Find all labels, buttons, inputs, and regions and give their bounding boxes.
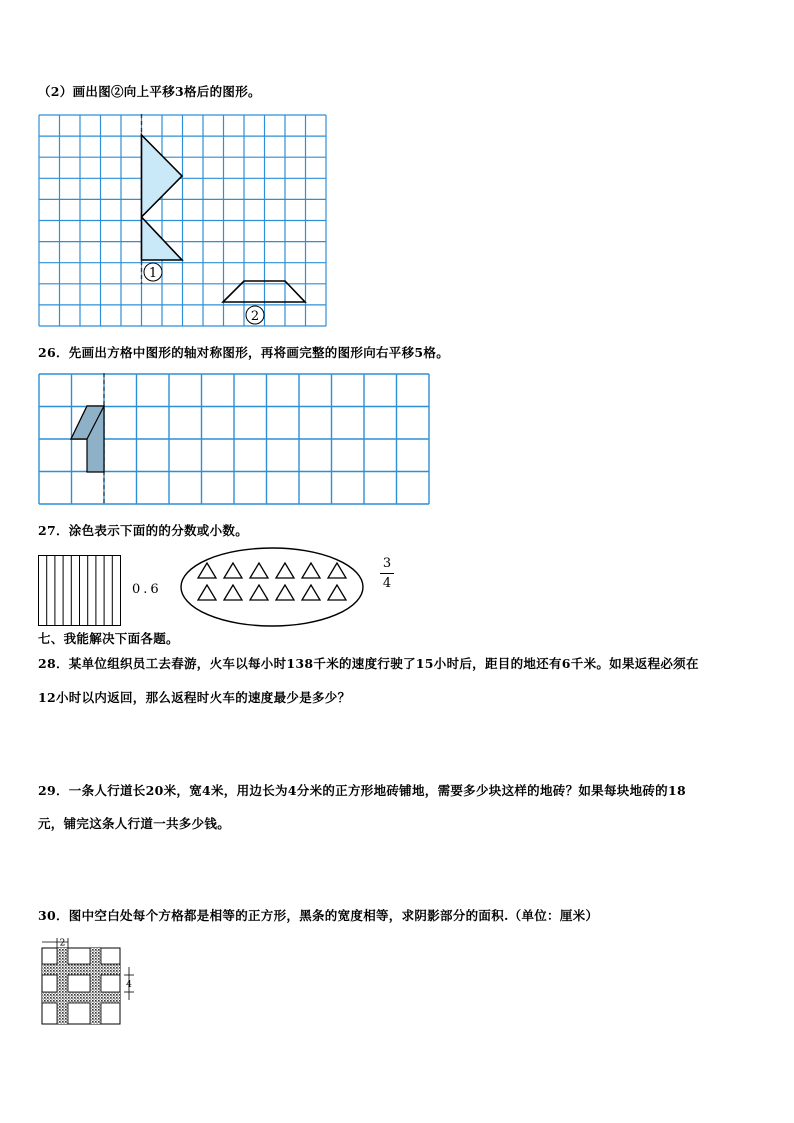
triangle — [276, 563, 294, 578]
triangle — [328, 585, 346, 600]
fraction-bar — [380, 573, 394, 574]
q27-fraction — [380, 556, 394, 591]
q25-part2-text: （2）画出图②向上平移3格后的图形。 — [38, 84, 261, 99]
q27-decimal: 0.6 — [132, 582, 162, 597]
q26-text: 26．先画出方格中图形的轴对称图形，再将画完整的图形向右平移5格。 — [38, 345, 449, 360]
q28-line2: 12小时以内返回，那么返程时火车的速度最少是多少？ — [38, 690, 351, 705]
q26-grid — [38, 373, 432, 507]
section7-title: 七、我能解决下面各题。 — [38, 631, 179, 646]
label-1: 1 — [148, 266, 158, 281]
fraction-denominator: 4 — [382, 576, 392, 591]
q27-ellipse — [178, 545, 368, 629]
triangle — [198, 585, 216, 600]
triangle — [250, 563, 268, 578]
q30-text: 30．图中空白处每个方格都是相等的正方形，黑条的宽度相等，求阴影部分的面积.（单位：厘米） — [38, 908, 599, 923]
triangle — [276, 585, 294, 600]
triangle — [302, 563, 320, 578]
dim-right: 4 — [126, 980, 132, 990]
triangle — [250, 585, 268, 600]
triangle — [224, 563, 242, 578]
q29-line2: 元，铺完这条人行道一共多少钱。 — [38, 816, 231, 831]
label-2: 2 — [250, 309, 260, 324]
dim-top: 2 — [59, 938, 66, 949]
triangle — [224, 585, 242, 600]
q28-line1: 28．某单位组织员工去春游，火车以每小时138千米的速度行驶了15小时后，距目的地还有6千米。如果返程必须在 — [38, 656, 699, 671]
q25-grid — [38, 114, 330, 328]
q27-text: 27．涂色表示下面的的分数或小数。 — [38, 523, 248, 538]
triangle — [198, 563, 216, 578]
triangle — [328, 563, 346, 578]
q27-stripes — [38, 555, 123, 627]
q29-line1: 29．一条人行道长20米，宽4米，用边长为4分米的正方形地砖铺地，需要多少块这样的地砖？如果每块地砖的18 — [38, 783, 686, 798]
triangle — [302, 585, 320, 600]
q30-figure — [38, 934, 142, 1028]
fraction-numerator: 3 — [382, 556, 392, 571]
